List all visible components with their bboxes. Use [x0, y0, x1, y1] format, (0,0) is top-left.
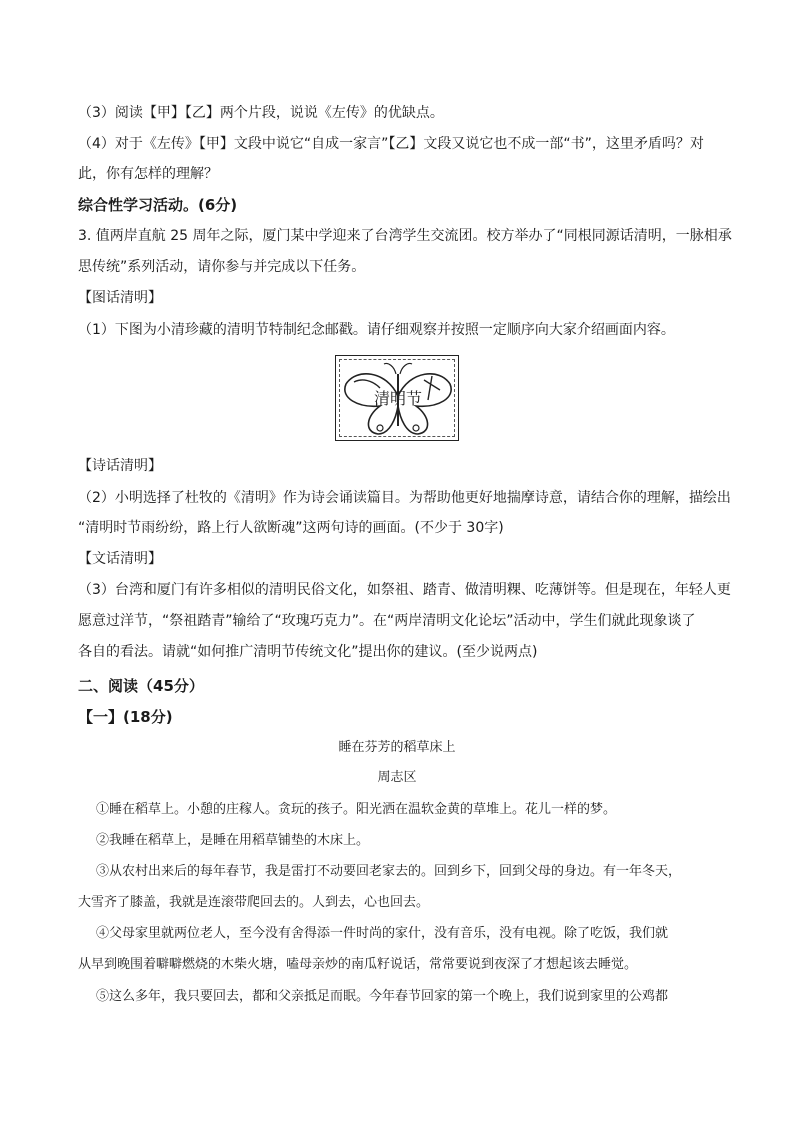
paragraph-3: ③从农村出来后的每年春节，我是雷打不动要回老家去的。回到乡下，回到父母的身边。有一年冬天，	[96, 864, 682, 879]
question-4: （4）对于《左传》【甲】文段中说它“自成一家言”【乙】文段又说它也不成一部“书”，这里矛盾吗？对	[78, 136, 704, 152]
article-author: 周志区	[377, 770, 417, 785]
paragraph-1: ①睡在稻草上。小憩的庄稼人。贪玩的孩子。阳光洒在温软金黄的草堆上。花儿一样的梦。	[96, 802, 617, 817]
paragraph-4-cont: 从早到晚围着噼噼燃烧的木柴火塘，嗑母亲炒的南瓜籽说话，常常要说到夜深了才想起该去睡觉。	[78, 957, 638, 972]
article-title: 睡在芬芳的稻草床上	[338, 740, 456, 755]
postmark-image	[335, 355, 459, 441]
task-3-cont: 愿意过洋节，“祭祖踏青”输给了“玫瑰巧克力”。在“两岸清明文化论坛”活动中，学生们就此现象谈了	[78, 613, 696, 629]
task-heading-poem: 【诗话清明】	[78, 458, 162, 474]
task-3-cont2: 各自的看法。请就“如何推广清明节传统文化”提出你的建议。(至少说两点)	[78, 644, 538, 660]
activity-intro-cont: 思传统”系列活动，请你参与并完成以下任务。	[78, 259, 366, 275]
question-3: （3）阅读【甲】【乙】两个片段，说说《左传》的优缺点。	[78, 105, 444, 121]
subsection-heading-one: 【一】(18分)	[78, 708, 173, 726]
stamp-text: 清明节	[373, 389, 423, 408]
butterfly-stamp-icon	[336, 356, 460, 442]
task-1: （1）下图为小清珍藏的清明节特制纪念邮戳。请仔细观察并按照一定顺序向大家介绍画面内容。	[78, 322, 675, 338]
task-heading-picture: 【图话清明】	[78, 290, 162, 306]
task-heading-culture: 【文话清明】	[78, 551, 162, 567]
activity-intro: 3. 值两岸直航 25 周年之际，厦门某中学迎来了台湾学生交流团。校方举办了“同根同源话清明，一脉相承	[78, 228, 732, 244]
task-2: （2）小明选择了杜牧的《清明》作为诗会诵读篇目。为帮助他更好地揣摩诗意，请结合你的理解，描绘出	[78, 490, 731, 506]
task-3: （3）台湾和厦门有许多相似的清明民俗文化，如祭祖、踏青、做清明粿、吃薄饼等。但是现在，年轻人更	[78, 582, 731, 598]
paragraph-5: ⑤这么多年，我只要回去，都和父亲抵足而眠。今年春节回家的第一个晚上，我们说到家里的公鸡都	[96, 989, 669, 1004]
paragraph-4: ④父母家里就两位老人，至今没有舍得添一件时尚的家什，没有音乐，没有电视。除了吃饭，我们就	[96, 926, 669, 941]
section-heading-activity: 综合性学习活动。(6分)	[78, 196, 238, 214]
paragraph-3-cont: 大雪齐了膝盖，我就是连滚带爬回去的。人到去，心也回去。	[78, 895, 430, 910]
section-heading-reading: 二、阅读（45分）	[78, 677, 204, 695]
question-4-cont: 此，你有怎样的理解？	[78, 166, 218, 182]
task-2-cont: “清明时节雨纷纷，路上行人欲断魂”这两句诗的画面。(不少于 30字)	[78, 520, 504, 536]
paragraph-2: ②我睡在稻草上，是睡在用稻草铺垫的木床上。	[96, 833, 370, 848]
